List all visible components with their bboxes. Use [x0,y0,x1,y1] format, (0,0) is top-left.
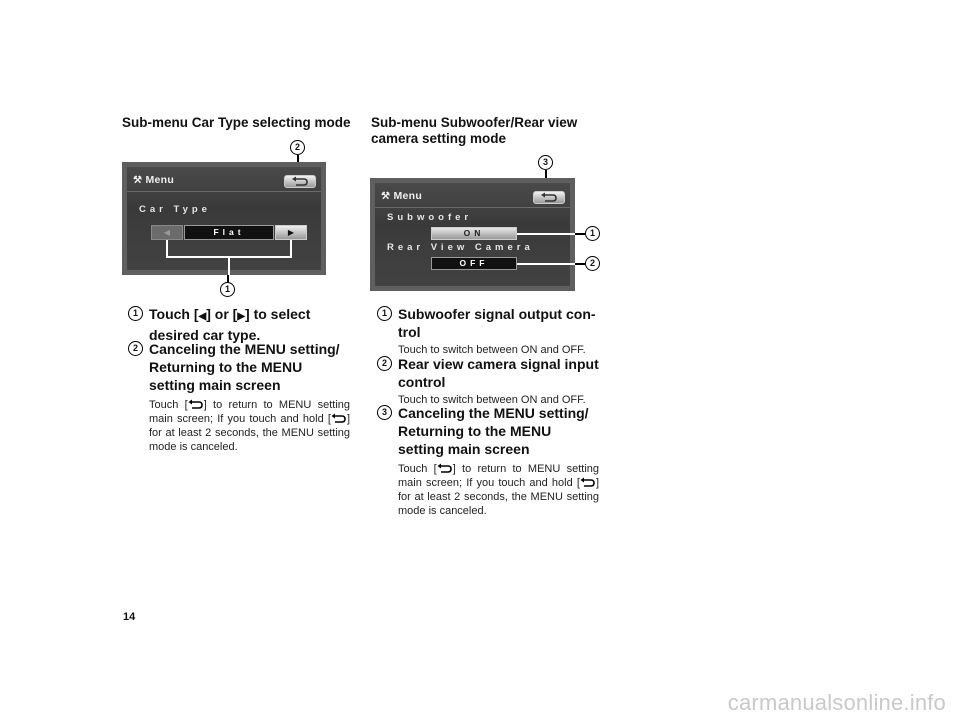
callout-line [517,233,575,235]
return-icon [437,463,453,474]
return-icon [580,477,596,488]
divider [127,191,321,192]
list-item [377,355,599,407]
return-icon [331,413,347,424]
item-number: 1 [377,306,392,321]
menu-title: ⚒ Menu [133,174,175,186]
item-desc: Touch to switch between ON and OFF. [398,394,586,406]
watermark: carmanualsonline.info [727,690,946,715]
item-number: 2 [128,341,143,356]
item-desc: Touch [ ] to return to MENU setting main screen; If you touch and hold [ ] for at least 2 seconds, the MENU setting mode is canceled. [398,463,599,517]
item-title: Canceling the MENU setting/ Returning to the MENU setting main screen [398,405,589,457]
item-number: 2 [377,356,392,371]
subwoofer-on-button[interactable]: ON [431,227,517,240]
callout-leader [575,233,585,235]
list-item [128,340,350,454]
car-type-screen [122,162,326,275]
item-title: Rear view camera signal input control [398,356,599,390]
item-title: Subwoofer signal output con-trol [398,306,596,340]
list-item [377,305,599,357]
car-type-value: Flat [184,225,274,240]
rear-camera-label: Rear View Camera [387,242,534,253]
prev-button[interactable]: ◀ [151,225,183,240]
return-icon [291,176,309,187]
return-button[interactable] [284,175,316,188]
return-button[interactable] [533,191,565,204]
callout-1: 1 [585,226,600,241]
subwoofer-screen [370,178,575,291]
callout-line [290,240,292,257]
next-button[interactable]: ▶ [275,225,307,240]
item-number: 3 [377,405,392,420]
item-desc: Touch to switch between ON and OFF. [398,344,586,356]
callout-3: 3 [538,155,553,170]
list-item [128,305,350,344]
rear-camera-off-button[interactable]: OFF [431,257,517,270]
wrench-icon: ⚒ [381,191,391,202]
callout-line [517,263,575,265]
list-item [377,404,599,518]
divider [375,207,570,208]
item-number: 1 [128,306,143,321]
callout-line [228,256,230,275]
page-number: 14 [123,611,136,623]
item-desc: Touch [ ] to return to MENU setting main screen; If you touch and hold [ ] for at least 2 seconds, the MENU setting mode is canceled. [149,399,350,453]
subwoofer-label: Subwoofer [387,212,473,223]
callout-2: 2 [290,140,305,155]
item-title: Canceling the MENU setting/ Returning to the MENU setting main screen [149,341,340,393]
callout-line [166,240,168,257]
wrench-icon: ⚒ [133,175,143,186]
item-title: Touch [◀] or [▶] to select desired car type. [149,306,311,343]
return-icon [188,399,204,410]
left-heading: Sub-menu Car Type selecting mode [122,115,351,130]
menu-title: ⚒ Menu [381,190,423,202]
right-heading: Sub-menu Subwoofer/Rear view camera setting mode [371,115,578,146]
car-type-label: Car Type [139,204,211,215]
callout-2: 2 [585,256,600,271]
callout-leader [575,263,585,265]
callout-1: 1 [220,282,235,297]
return-icon [540,192,558,203]
